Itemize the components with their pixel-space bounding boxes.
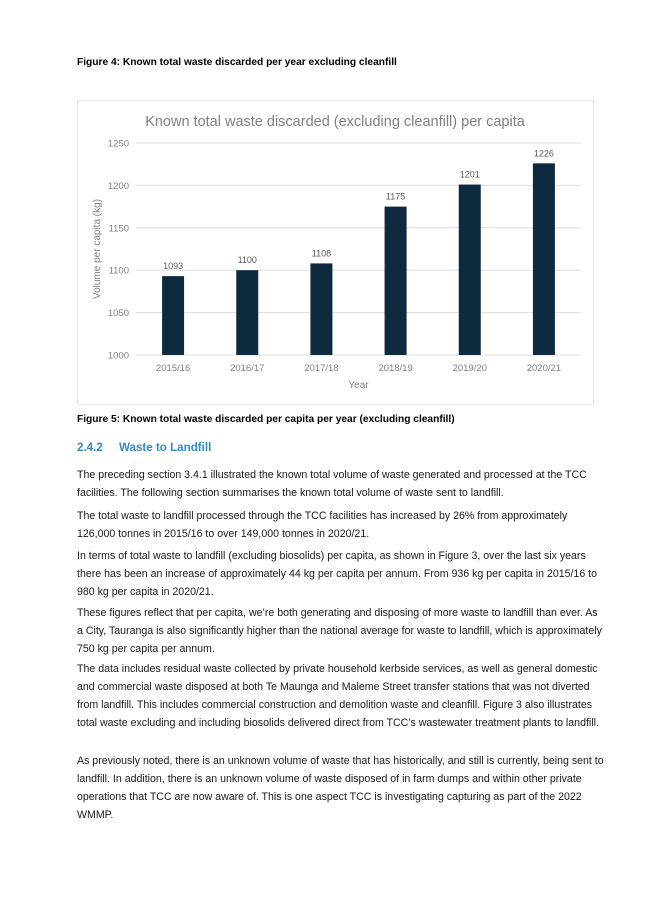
section-title: Waste to Landfill bbox=[119, 441, 212, 454]
y-tick-label: 1100 bbox=[108, 265, 129, 277]
y-tick-label: 1050 bbox=[107, 308, 129, 320]
figure-4-caption: Figure 4: Known total waste discarded per year excluding cleanfill bbox=[77, 57, 397, 68]
data-label: 1093 bbox=[163, 261, 184, 272]
x-tick-label: 2020/21 bbox=[526, 363, 562, 374]
bar-2017-18 bbox=[310, 263, 332, 355]
data-label: 1108 bbox=[311, 248, 332, 259]
bar-2015-16 bbox=[162, 276, 184, 355]
paragraph: The preceding section 3.4.1 illustrated the known total volume of waste generated and processed at the TCC facilities. The following section summarises the known total volume of waste sent to landfill. bbox=[77, 469, 587, 499]
paragraph: The total waste to landfill processed through the TCC facilities has increased by 26% from approximately 126,000 tonnes in 2015/16 to over 149,000 tonnes in 2020/21. bbox=[77, 510, 568, 540]
y-tick-label: 1250 bbox=[107, 138, 129, 150]
bar-2019-20 bbox=[459, 185, 481, 355]
x-tick-label: 2019/20 bbox=[452, 363, 487, 374]
bar-chart bbox=[77, 100, 594, 405]
paragraph: These figures reflect that per capita, we’re both generating and disposing of more waste to landfill than ever. As a City, Tauranga is also significantly higher than the national average for waste to landfill, which is approximately 750 kg per capita per annum. bbox=[77, 607, 602, 655]
paragraph: In terms of total waste to landfill (excluding biosolids) per capita, as shown in Figure 3, over the last six years there has been an increase of approximately 44 kg per capita per annum. From 936 kg per capita in 2015/16 to 980 kg per capita in 2020/21. bbox=[77, 550, 597, 598]
y-tick-label: 1000 bbox=[107, 350, 129, 362]
bar-2020-21 bbox=[533, 163, 555, 355]
chart-svg bbox=[78, 101, 593, 404]
data-label: 1226 bbox=[533, 148, 554, 159]
section-number: 2.4.2 bbox=[77, 441, 103, 454]
data-label: 1175 bbox=[385, 191, 406, 202]
section-heading bbox=[77, 441, 211, 454]
x-tick-label: 2015/16 bbox=[155, 363, 191, 374]
paragraph: As previously noted, there is an unknown volume of waste that has historically, and still is currently, being sent to landfill. In addition, there is an unknown volume of waste disposed of in farm dumps and within other private operations that TCC are now aware of. This is one aspect TCC is investigating capturing as part of the 2022 WMMP. bbox=[77, 755, 604, 821]
chart-title: Known total waste discarded (excluding cleanfill) per capita bbox=[145, 114, 525, 130]
data-label: 1201 bbox=[459, 169, 480, 180]
y-tick-label: 1200 bbox=[107, 180, 129, 192]
figure-5-caption: Figure 5: Known total waste discarded per capita per year (excluding cleanfill) bbox=[77, 414, 455, 425]
bar-2016-17 bbox=[236, 270, 258, 355]
x-tick-label: 2017/18 bbox=[304, 363, 339, 374]
y-axis-label: Volume per capita (kg) bbox=[92, 198, 103, 300]
bar-2018-19 bbox=[385, 207, 407, 355]
x-tick-label: 2016/17 bbox=[230, 363, 265, 374]
paragraph: The data includes residual waste collected by private household kerbside services, as well as general domestic and commercial waste disposed at both Te Maunga and Maleme Street transfer stations that was not diverted from landfill. This includes commercial construction and demolition waste and cleanfill. Figure 3 also illustrates total waste excluding and including biosolids delivered direct from TCC’s wastewater treatment plants to landfill. bbox=[77, 663, 599, 729]
x-tick-label: 2018/19 bbox=[378, 363, 413, 374]
data-label: 1100 bbox=[237, 255, 257, 266]
y-tick-label: 1150 bbox=[108, 223, 129, 235]
x-axis-label: Year bbox=[348, 380, 369, 391]
